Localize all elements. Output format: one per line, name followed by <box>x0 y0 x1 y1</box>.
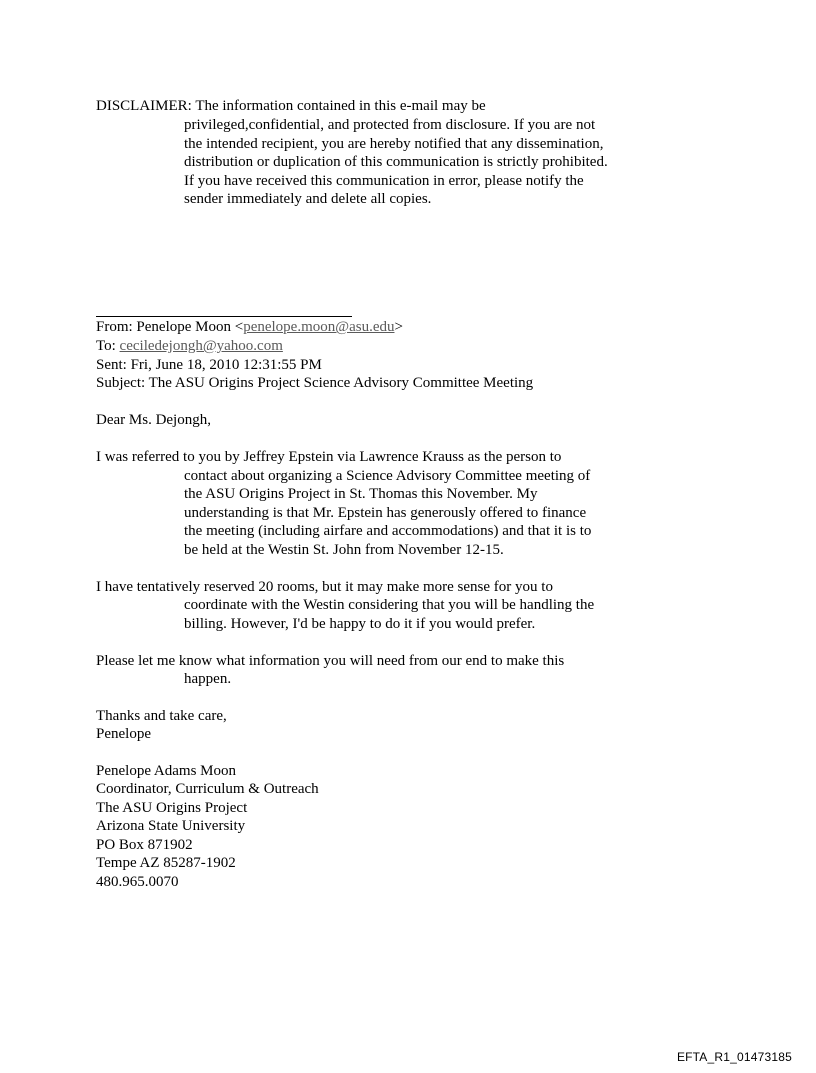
paragraph-line: I have tentatively reserved 20 rooms, but it may make more sense for you to <box>96 579 553 595</box>
signature-line: The ASU Origins Project <box>96 800 248 816</box>
disclaimer-line: distribution or duplication of this communication is strictly prohibited. <box>184 154 608 170</box>
signature-line: Tempe AZ 85287-1902 <box>96 855 236 871</box>
disclaimer-line: sender immediately and delete all copies. <box>184 191 432 207</box>
to-email-link[interactable]: ceciledejongh@yahoo.com <box>119 338 283 354</box>
signature-line: Arizona State University <box>96 818 246 834</box>
paragraph-line: contact about organizing a Science Advisory Committee meeting of <box>184 468 591 484</box>
from-line <box>96 318 403 337</box>
signature-line: PO Box 871902 <box>96 837 193 853</box>
signature-line: Coordinator, Curriculum & Outreach <box>96 781 319 797</box>
from-email-link[interactable]: penelope.moon@asu.edu <box>243 319 395 335</box>
paragraph-line: Please let me know what information you will need from our end to make this <box>96 653 565 669</box>
to-line <box>96 337 283 356</box>
disclaimer-line: the intended recipient, you are hereby notified that any dissemination, <box>184 136 604 152</box>
sent-line: Sent: Fri, June 18, 2010 12:31:55 PM <box>96 357 322 373</box>
paragraph-line: coordinate with the Westin considering that you will be handling the <box>184 597 595 613</box>
paragraph-line: the meeting (including airfare and accommodations) and that it is to <box>184 523 592 539</box>
to-label: To: <box>96 338 120 354</box>
signature-line: Penelope Adams Moon <box>96 763 236 779</box>
disclaimer-line: privileged,confidential, and protected from disclosure. If you are not <box>184 117 596 133</box>
disclaimer-line: If you have received this communication in error, please notify the <box>184 173 584 189</box>
from-close: > <box>394 319 403 335</box>
document-id-stamp: EFTA_R1_01473185 <box>676 1050 792 1064</box>
paragraph-line: I was referred to you by Jeffrey Epstein via Lawrence Krauss as the person to <box>96 449 562 465</box>
closing-line: Thanks and take care, <box>96 708 227 724</box>
paragraph-line: the ASU Origins Project in St. Thomas this November. My <box>184 486 538 502</box>
paragraph-line: happen. <box>184 671 232 687</box>
paragraph-line: billing. However, I'd be happy to do it if you would prefer. <box>184 616 536 632</box>
closing-name: Penelope <box>96 726 151 742</box>
subject-line: Subject: The ASU Origins Project Science Advisory Committee Meeting <box>96 375 534 391</box>
separator-rule <box>96 316 352 317</box>
from-label: From: Penelope Moon < <box>96 319 244 335</box>
paragraph-line: be held at the Westin St. John from November 12-15. <box>184 542 504 558</box>
greeting: Dear Ms. Dejongh, <box>96 412 211 428</box>
signature-line: 480.965.0070 <box>96 874 179 890</box>
paragraph-line: understanding is that Mr. Epstein has generously offered to finance <box>184 505 587 521</box>
disclaimer-line: DISCLAIMER: The information contained in this e-mail may be <box>96 98 486 114</box>
